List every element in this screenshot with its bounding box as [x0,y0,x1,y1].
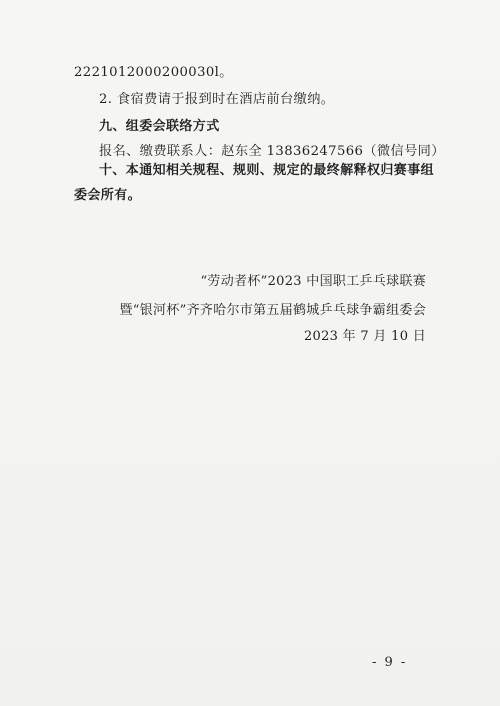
account-number-line: 2221012000200030l。 [74,65,233,80]
section-10-line-2: 委会所有。 [74,188,142,203]
meal-fee-note: 2. 食宿费请于报到时在酒店前台缴纳。 [99,92,335,107]
signature-organizer-line-2: 暨“银河杯”齐齐哈尔市第五届鹤城乒乓球争霸组委会 [119,303,426,318]
signature-organizer-line-1: “劳动者杯”2023 中国职工乒乓球联赛 [200,274,426,289]
section-9-heading: 九、组委会联络方式 [99,119,220,134]
signature-date: 2023 年 7 月 10 日 [303,329,426,344]
page-number: - 9 - [372,655,408,670]
contact-info-line: 报名、缴费联系人：赵东全 13836247566（微信号同） [99,144,445,159]
section-10-line-1: 十、本通知相关规程、规则、规定的最终解释权归赛事组 [99,163,435,178]
